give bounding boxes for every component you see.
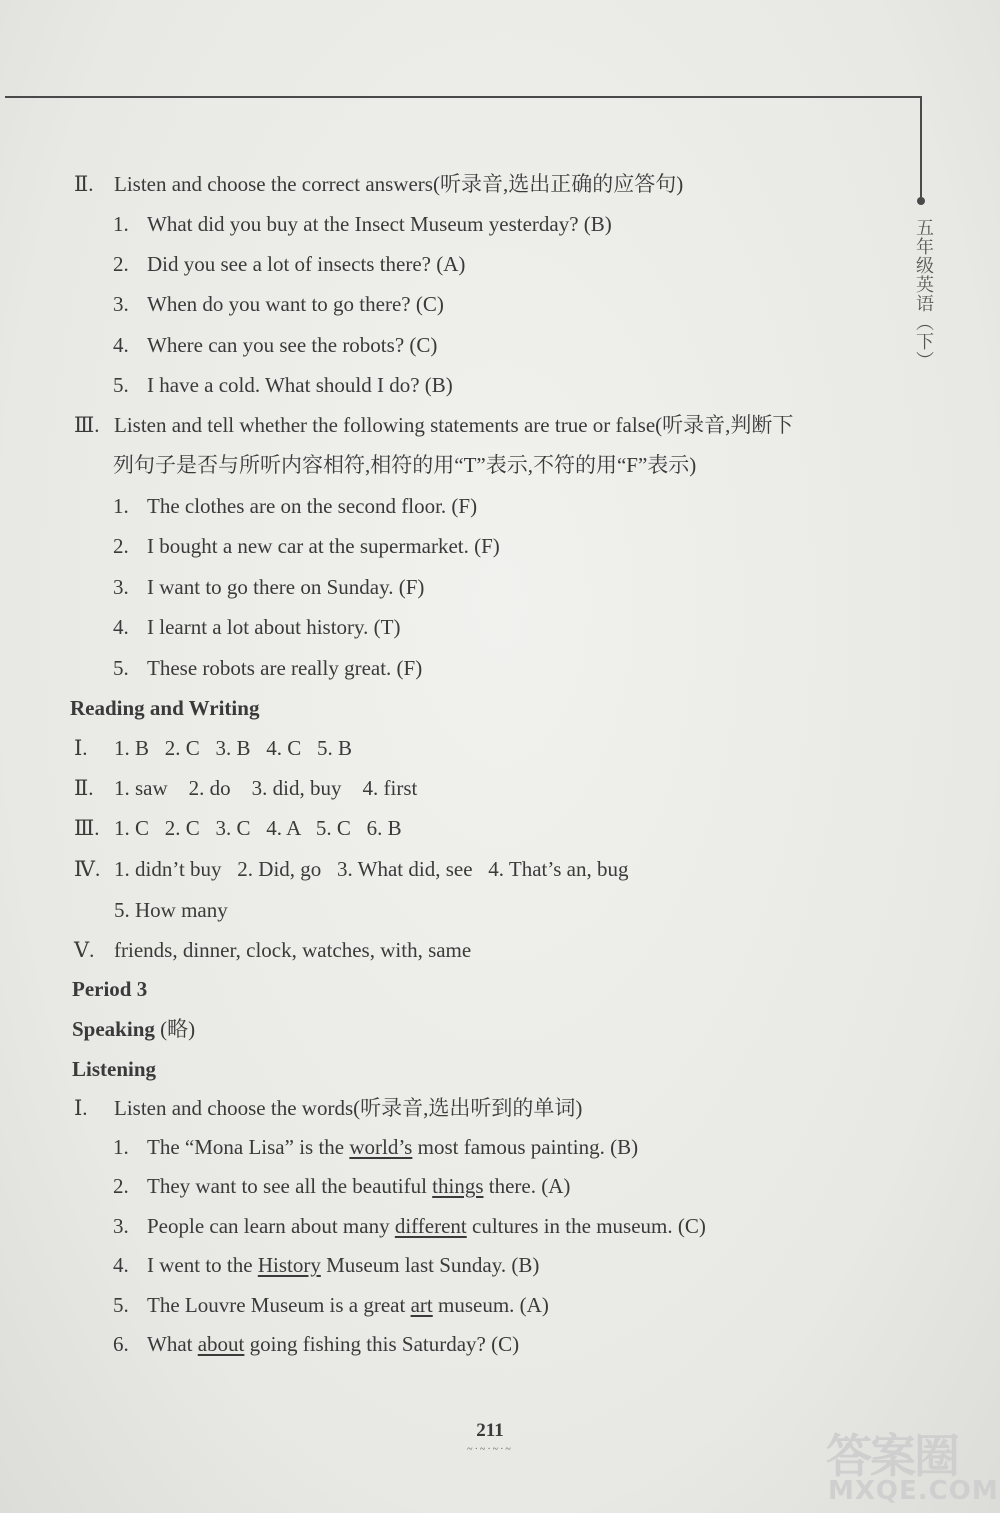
list-item bbox=[113, 573, 424, 601]
item-text: When do you want to go there? (C) bbox=[147, 292, 444, 316]
section-2-heading bbox=[74, 170, 683, 198]
item-number: 5. bbox=[113, 656, 129, 680]
footer-ornament: ~·~·~·~ bbox=[467, 1444, 513, 1455]
underlined-word: art bbox=[410, 1293, 433, 1317]
answer-row bbox=[74, 855, 628, 883]
list-item bbox=[113, 1212, 706, 1240]
side-rule-dot bbox=[917, 197, 925, 205]
roman-numeral: Ⅴ. bbox=[74, 938, 95, 962]
item-text-pre: The Louvre Museum is a great bbox=[147, 1293, 411, 1317]
answer-text: 1. C 2. C 3. C 4. A 5. C 6. B bbox=[114, 816, 402, 840]
side-tab-label: 五年级英语（下） bbox=[913, 218, 934, 370]
item-text: The clothes are on the second floor. (F) bbox=[147, 494, 478, 518]
period-heading: Period 3 bbox=[72, 977, 148, 1001]
underlined-word: about bbox=[197, 1332, 245, 1356]
answer-text: 1. didn’t buy 2. Did, go 3. What did, see 4. That’s an, bug bbox=[114, 857, 629, 881]
list-item bbox=[113, 1291, 549, 1319]
answer-row-cont: 5. How many bbox=[114, 898, 228, 922]
item-text-pre: The “Mona Lisa” is the bbox=[147, 1135, 350, 1159]
speaking-heading-row bbox=[72, 1015, 195, 1043]
item-text-post: there. (A) bbox=[483, 1174, 571, 1198]
list-item bbox=[113, 290, 444, 318]
header-rule bbox=[5, 96, 922, 98]
underlined-word: world’s bbox=[349, 1135, 413, 1159]
listening-heading: Listening bbox=[72, 1057, 157, 1081]
list-item bbox=[113, 1330, 519, 1358]
item-number: 1. bbox=[113, 494, 129, 518]
list-item bbox=[113, 1251, 539, 1279]
list-item bbox=[113, 532, 500, 560]
item-text: I bought a new car at the supermarket. (F) bbox=[147, 534, 500, 558]
item-number: 4. bbox=[113, 615, 129, 639]
roman-numeral: Ⅱ. bbox=[74, 776, 94, 800]
item-number: 4. bbox=[113, 1253, 129, 1277]
list-item bbox=[113, 1172, 570, 1200]
heading-text: Listen and tell whether the following statements are true or false(听录音,判断下 bbox=[114, 413, 794, 437]
item-text: What did you buy at the Insect Museum yesterday? (B) bbox=[147, 212, 612, 236]
answer-row bbox=[74, 936, 471, 964]
list-item bbox=[113, 1133, 638, 1161]
answer-text: 1. saw 2. do 3. did, buy 4. first bbox=[114, 776, 418, 800]
item-number: 2. bbox=[113, 252, 129, 276]
answer-text: friends, dinner, clock, watches, with, same bbox=[114, 938, 472, 962]
listening-1-heading bbox=[74, 1094, 582, 1122]
item-text-pre: What bbox=[147, 1332, 198, 1356]
item-text-post: going fishing this Saturday? (C) bbox=[244, 1332, 520, 1356]
item-text: I want to go there on Sunday. (F) bbox=[147, 575, 425, 599]
speaking-note: (略) bbox=[160, 1017, 196, 1041]
item-number: 4. bbox=[113, 333, 129, 357]
item-number: 1. bbox=[113, 212, 129, 236]
watermark bbox=[822, 1418, 997, 1508]
answer-row bbox=[74, 774, 417, 802]
heading-text: Listen and choose the correct answers(听录音,选出正确的应答句) bbox=[114, 172, 684, 196]
item-number: 5. bbox=[113, 373, 129, 397]
speaking-heading: Speaking bbox=[72, 1017, 155, 1041]
item-text-pre: They want to see all the beautiful bbox=[147, 1174, 433, 1198]
item-text-post: Museum last Sunday. (B) bbox=[320, 1253, 540, 1277]
roman-numeral: Ⅳ. bbox=[74, 857, 101, 881]
section-3-heading-cont: 列句子是否与所听内容相符,相符的用“T”表示,不符的用“F”表示) bbox=[113, 453, 697, 477]
answer-row bbox=[74, 814, 402, 842]
item-number: 3. bbox=[113, 1214, 129, 1238]
roman-numeral: Ⅰ. bbox=[74, 736, 88, 760]
item-text: These robots are really great. (F) bbox=[147, 656, 423, 680]
item-number: 3. bbox=[113, 292, 129, 316]
list-item bbox=[113, 613, 400, 641]
heading-text: Listen and choose the words(听录音,选出听到的单词) bbox=[114, 1096, 583, 1120]
item-number: 2. bbox=[113, 534, 129, 558]
list-item bbox=[113, 250, 465, 278]
section-3-heading bbox=[74, 411, 793, 439]
answer-text: 1. B 2. C 3. B 4. C 5. B bbox=[114, 736, 353, 760]
underlined-word: History bbox=[257, 1253, 321, 1277]
item-text-pre: I went to the bbox=[147, 1253, 258, 1277]
underlined-word: things bbox=[432, 1174, 484, 1198]
item-text: I have a cold. What should I do? (B) bbox=[147, 373, 453, 397]
roman-numeral: Ⅲ. bbox=[74, 413, 100, 437]
page-number: 211 bbox=[476, 1420, 504, 1441]
item-text-post: most famous painting. (B) bbox=[412, 1135, 639, 1159]
item-number: 2. bbox=[113, 1174, 129, 1198]
item-text-post: cultures in the museum. (C) bbox=[466, 1214, 706, 1238]
list-item bbox=[113, 331, 437, 359]
roman-numeral: Ⅰ. bbox=[74, 1096, 88, 1120]
list-item bbox=[113, 492, 477, 520]
item-text-pre: People can learn about many bbox=[147, 1214, 395, 1238]
item-number: 5. bbox=[113, 1293, 129, 1317]
item-text: I learnt a lot about history. (T) bbox=[147, 615, 401, 639]
list-item bbox=[113, 210, 612, 238]
item-number: 3. bbox=[113, 575, 129, 599]
item-number: 1. bbox=[113, 1135, 129, 1159]
list-item bbox=[113, 371, 453, 399]
item-number: 6. bbox=[113, 1332, 129, 1356]
answer-row bbox=[74, 734, 352, 762]
roman-numeral: Ⅲ. bbox=[74, 816, 100, 840]
watermark-cn: 答案圈 bbox=[826, 1429, 958, 1483]
item-text-post: museum. (A) bbox=[432, 1293, 549, 1317]
list-item bbox=[113, 654, 422, 682]
item-text: Did you see a lot of insects there? (A) bbox=[147, 252, 466, 276]
side-rule bbox=[920, 96, 922, 200]
watermark-en: MXQE.COM bbox=[828, 1476, 999, 1506]
roman-numeral: Ⅱ. bbox=[74, 172, 94, 196]
underlined-word: different bbox=[394, 1214, 467, 1238]
item-text: Where can you see the robots? (C) bbox=[147, 333, 438, 357]
reading-writing-heading: Reading and Writing bbox=[70, 696, 260, 720]
